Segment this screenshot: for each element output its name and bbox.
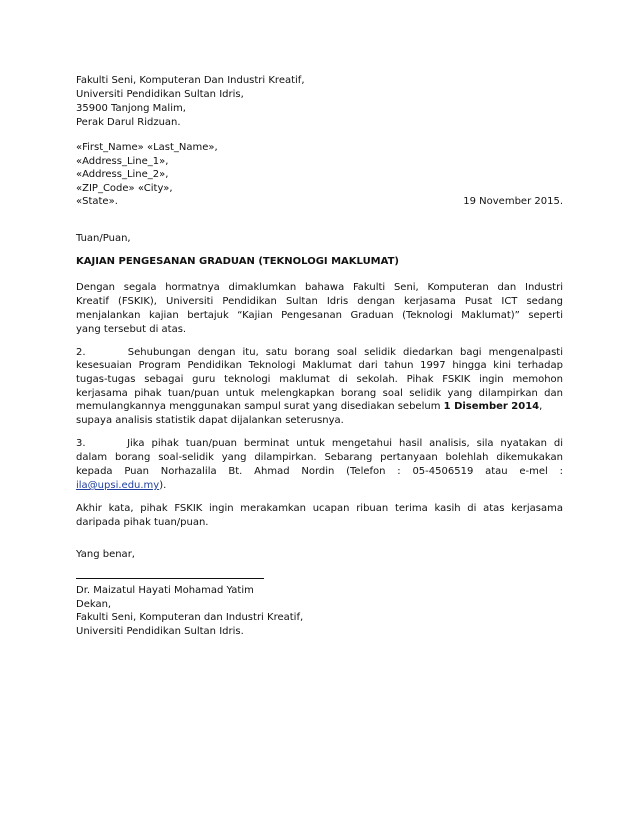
salutation: Tuan/Puan, [76,233,131,244]
para1-line-3: menjalankan kajian bertajuk “Kajian Pengesanan Graduan (Teknologi Maklumat)” seperti [76,310,563,321]
signatory-name: Dr. Maizatul Hayati Mohamad Yatim [76,585,254,596]
para3-line-2: dalam borang soal-selidik yang dilampirkan. Sebarang pertanyaan bolehlah dikemukakan [76,452,563,463]
signatory-org-2: Universiti Pendidikan Sultan Idris. [76,626,244,637]
para1-line-4: yang tersebut di atas. [76,324,187,335]
para2-line-4: kerjasama pihak tuan/puan untuk melengkapkan borang soal selidik yang dilampirkan dan [76,388,563,399]
subject-heading: KAJIAN PENGESANAN GRADUAN (TEKNOLOGI MAKLUMAT) [76,256,399,267]
recipient-address-2: «Address_Line_2», [76,169,169,180]
para3-line-3: kepada Puan Norhazalila Bt. Ahmad Nordin (Telefon : 05-4506519 atau e-mel : [76,466,563,477]
sender-line-2: Universiti Pendidikan Sultan Idris, [76,89,244,100]
para1-line-1: Dengan segala hormatnya dimaklumkan bahawa Fakulti Seni, Komputeran dan Industri [76,282,563,293]
para4-line-2: daripada pihak tuan/puan. [76,517,209,528]
para3-line-4 [76,479,166,493]
recipient-address-1: «Address_Line_1», [76,156,169,167]
recipient-state: «State». [76,196,118,207]
para1-line-2: Kreatif (FSKIK), Universiti Pendidikan Sultan Idris dengan kerjasama Pusat ICT sedang [76,296,563,307]
sender-line-3: 35900 Tanjong Malim, [76,103,186,114]
para3-line-1: 3. Jika pihak tuan/puan berminat untuk mengetahui hasil analisis, sila nyatakan di [76,438,563,449]
para2-line-3: tugas-tugas sebagai guru teknologi maklumat di sekolah. Pihak FSKIK ingin memohon [76,374,563,385]
para2-line-6: supaya analisis statistik dapat dijalankan seterusnya. [76,415,344,426]
deadline-date: 1 Disember 2014 [443,401,540,412]
email-link[interactable]: ila@upsi.edu.my [76,480,160,491]
para4-line-1: Akhir kata, pihak FSKIK ingin merakamkan ucapan ribuan terima kasih di atas kerjasama [76,503,563,514]
signatory-org-1: Fakulti Seni, Komputeran dan Industri Kreatif, [76,612,304,623]
sender-line-4: Perak Darul Ridzuan. [76,117,181,128]
para2-line-5 [76,400,542,414]
signatory-title: Dekan, [76,599,112,610]
closing: Yang benar, [76,549,135,560]
para2-line-1: 2. Sehubungan dengan itu, satu borang soal selidik diedarkan bagi mengenalpasti [76,347,563,358]
para2-line-5-comma: , [539,401,543,412]
letter-date: 19 November 2015. [463,196,563,207]
sender-line-1: Fakulti Seni, Komputeran Dan Industri Kreatif, [76,75,305,86]
recipient-name: «First_Name» «Last_Name», [76,142,218,153]
para2-line-5-text: memulangkannya menggunakan sampul surat yang disediakan sebelum [76,401,444,412]
signature-line [76,578,264,579]
recipient-zip-city: «ZIP_Code» «City», [76,183,173,194]
para3-line-4-end: ). [159,480,167,491]
para2-line-2: kesesuaian Program Pendidikan Teknologi Maklumat dari tahun 1997 hingga kini terhadap [76,360,563,371]
